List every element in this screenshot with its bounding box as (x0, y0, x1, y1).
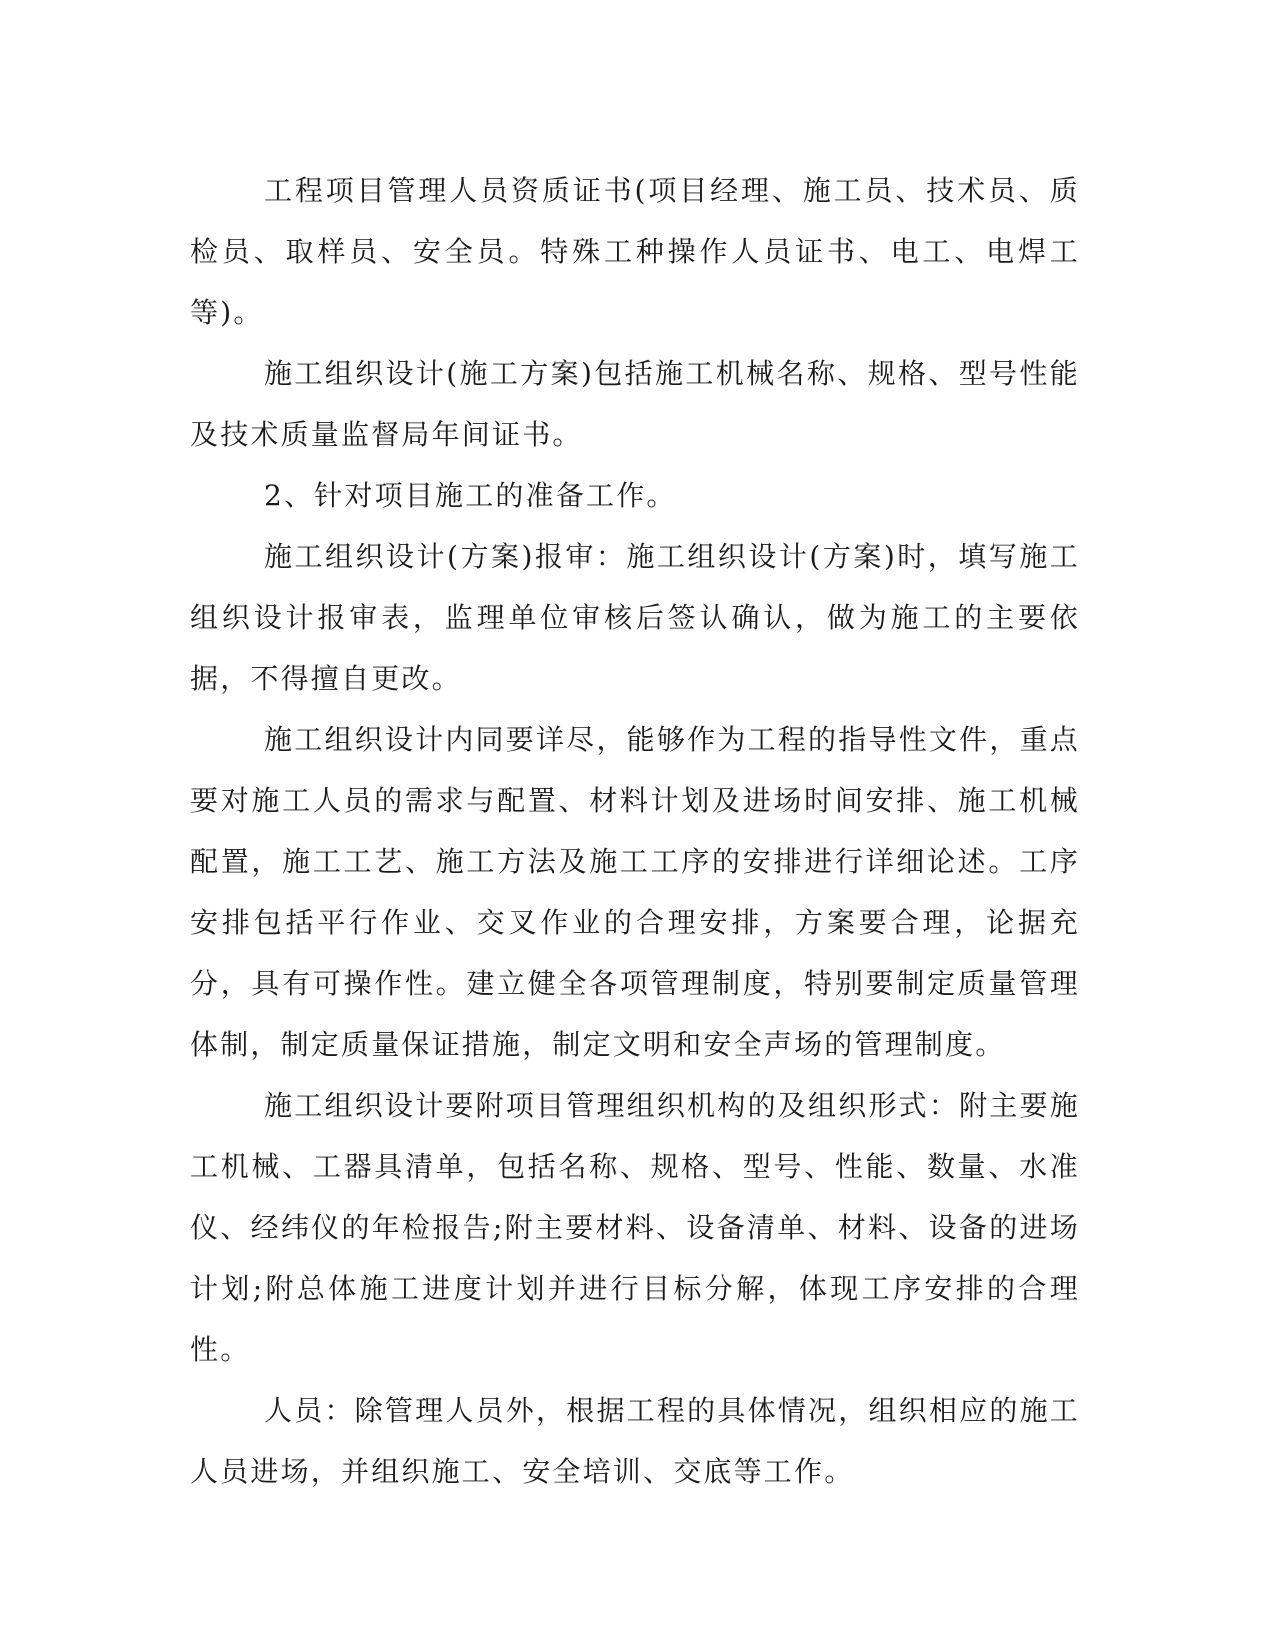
paragraph-construction-plan-machinery: 施工组织设计(施工方案)包括施工机械名称、规格、型号性能及技术质量监督局年间证书。 (190, 357, 1080, 451)
paragraph-plan-review: 施工组织设计(方案)报审：施工组织设计(方案)时，填写施工组织设计报审表，监理单位审核后签认确认，做为施工的主要依据，不得擅自更改。 (190, 540, 1080, 695)
document-body (190, 160, 1080, 1502)
paragraph-plan-details: 施工组织设计内同要详尽，能够作为工程的指导性文件，重点要对施工人员的需求与配置、材料计划及进场时间安排、施工机械配置，施工工艺、施工方法及施工工序的安排进行详细论述。工序安排包括平行作业、交叉作业的合理安排，方案要合理，论据充分，具有可操作性。建立健全各项管理制度，特别要制定质量管理体制，制定质量保证措施，制定文明和安全声场的管理制度。 (190, 723, 1080, 1061)
paragraph-personnel: 人员：除管理人员外，根据工程的具体情况，组织相应的施工人员进场，并组织施工、安全培训、交底等工作。 (190, 1394, 1080, 1488)
paragraph-section-heading-preparation: 2、针对项目施工的准备工作。 (264, 479, 677, 512)
paragraph-qualification-certificates: 工程项目管理人员资质证书(项目经理、施工员、技术员、质检员、取样员、安全员。特殊工种操作人员证书、电工、电焊工等)。 (190, 174, 1080, 329)
paragraph-plan-attachments: 施工组织设计要附项目管理组织机构的及组织形式：附主要施工机械、工器具清单，包括名称、规格、型号、性能、数量、水准仪、经纬仪的年检报告;附主要材料、设备清单、材料、设备的进场计划;附总体施工进度计划并进行目标分解，体现工序安排的合理性。 (190, 1089, 1080, 1366)
